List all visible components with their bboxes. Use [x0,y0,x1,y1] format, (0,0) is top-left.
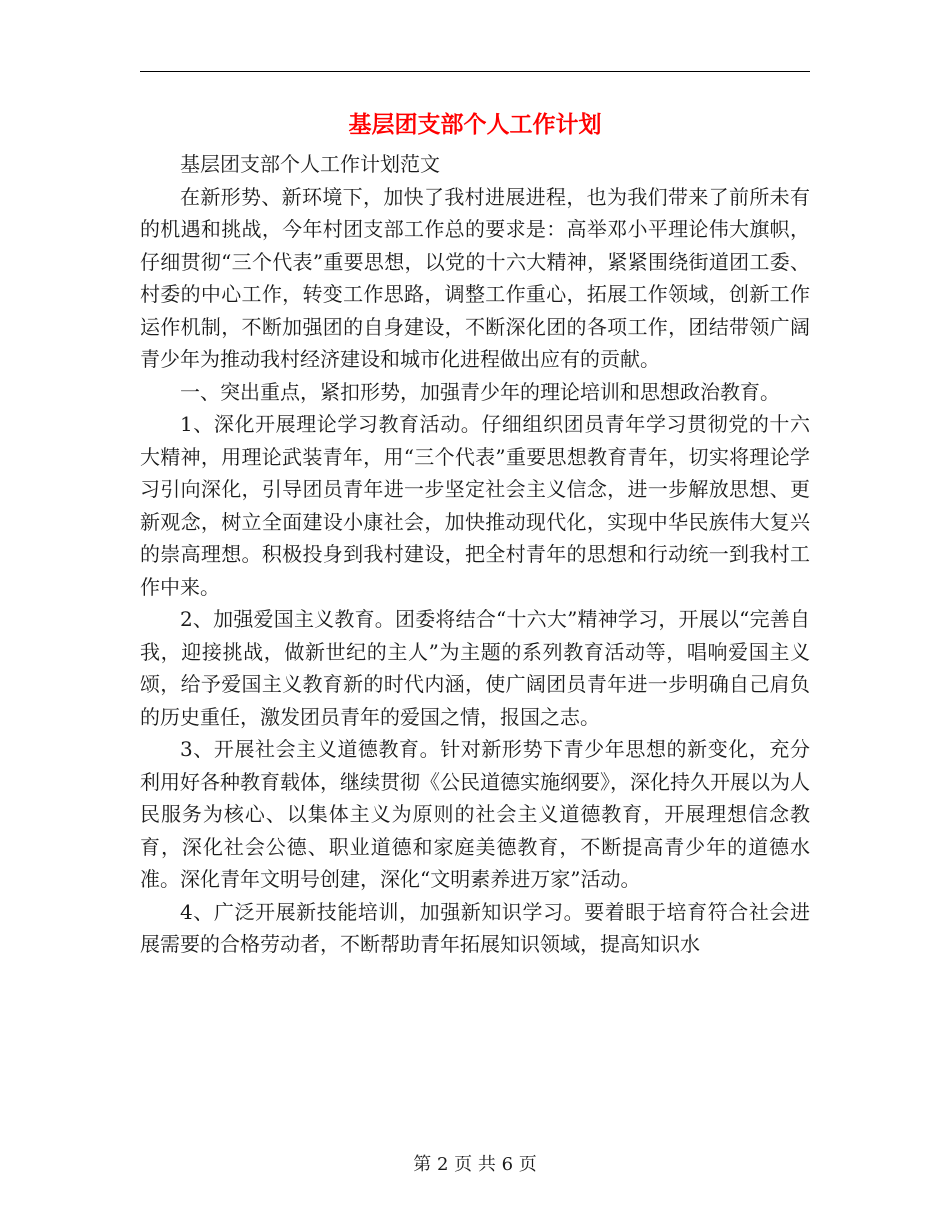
page-number-footer: 第 2 页 共 6 页 [413,1154,537,1175]
body-paragraph: 1、深化开展理论学习教育活动。仔细组织团员青年学习贯彻党的十六大精神，用理论武装青年，用“三个代表”重要思想教育青年，切实将理论学习引向深化，引导团员青年进一步坚定社会主义信念，进一步解放思想、更新观念，树立全面建设小康社会，加快推动现代化，实现中华民族伟大复兴的崇高理想。积极投身到我村建设，把全村青年的思想和行动统一到我村工作中来。 [140,412,810,599]
body-paragraph: 在新形势、新环境下，加快了我村进展进程，也为我们带来了前所未有的机遇和挑战，今年村团支部工作总的要求是：高举邓小平理论伟大旗帜，仔细贯彻“三个代表”重要思想，以党的十六大精神，紧紧围绕街道团工委、村委的中心工作，转变工作思路，调整工作重心，拓展工作领域，创新工作运作机制，不断加强团的自身建设，不断深化团的各项工作，团结带领广阔青少年为推动我村经济建设和城市化进程做出应有的贡献。 [140,184,810,371]
document-body [140,148,810,961]
subtitle-paragraph: 基层团支部个人工作计划范文 [180,152,440,176]
body-paragraph: 2、加强爱国主义教育。团委将结合“十六大”精神学习，开展以“完善自我，迎接挑战，做新世纪的主人”为主题的系列教育活动等，唱响爱国主义颂，给予爱国主义教育新的时代内涵，使广阔团员青年进一步明确自己肩负的历史重任，激发团员青年的爱国之情，报国之志。 [140,607,810,729]
body-paragraph: 3、开展社会主义道德教育。针对新形势下青少年思想的新变化，充分利用好各种教育载体，继续贯彻《公民道德实施纲要》，深化持久开展以为人民服务为核心、以集体主义为原则的社会主义道德教育，开展理想信念教育，深化社会公德、职业道德和家庭美德教育，不断提高青少年的道德水准。深化青年文明号创建，深化“文明素养进万家”活动。 [140,737,810,891]
document-title: 基层团支部个人工作计划 [348,111,602,138]
section-heading-paragraph: 一、突出重点，紧扣形势，加强青少年的理论培训和思想政治教育。 [180,379,780,404]
body-paragraph: 4、广泛开展新技能培训，加强新知识学习。要着眼于培育符合社会进展需要的合格劳动者，不断帮助青年拓展知识领域，提高知识水 [140,899,810,956]
header-rule [140,71,810,72]
